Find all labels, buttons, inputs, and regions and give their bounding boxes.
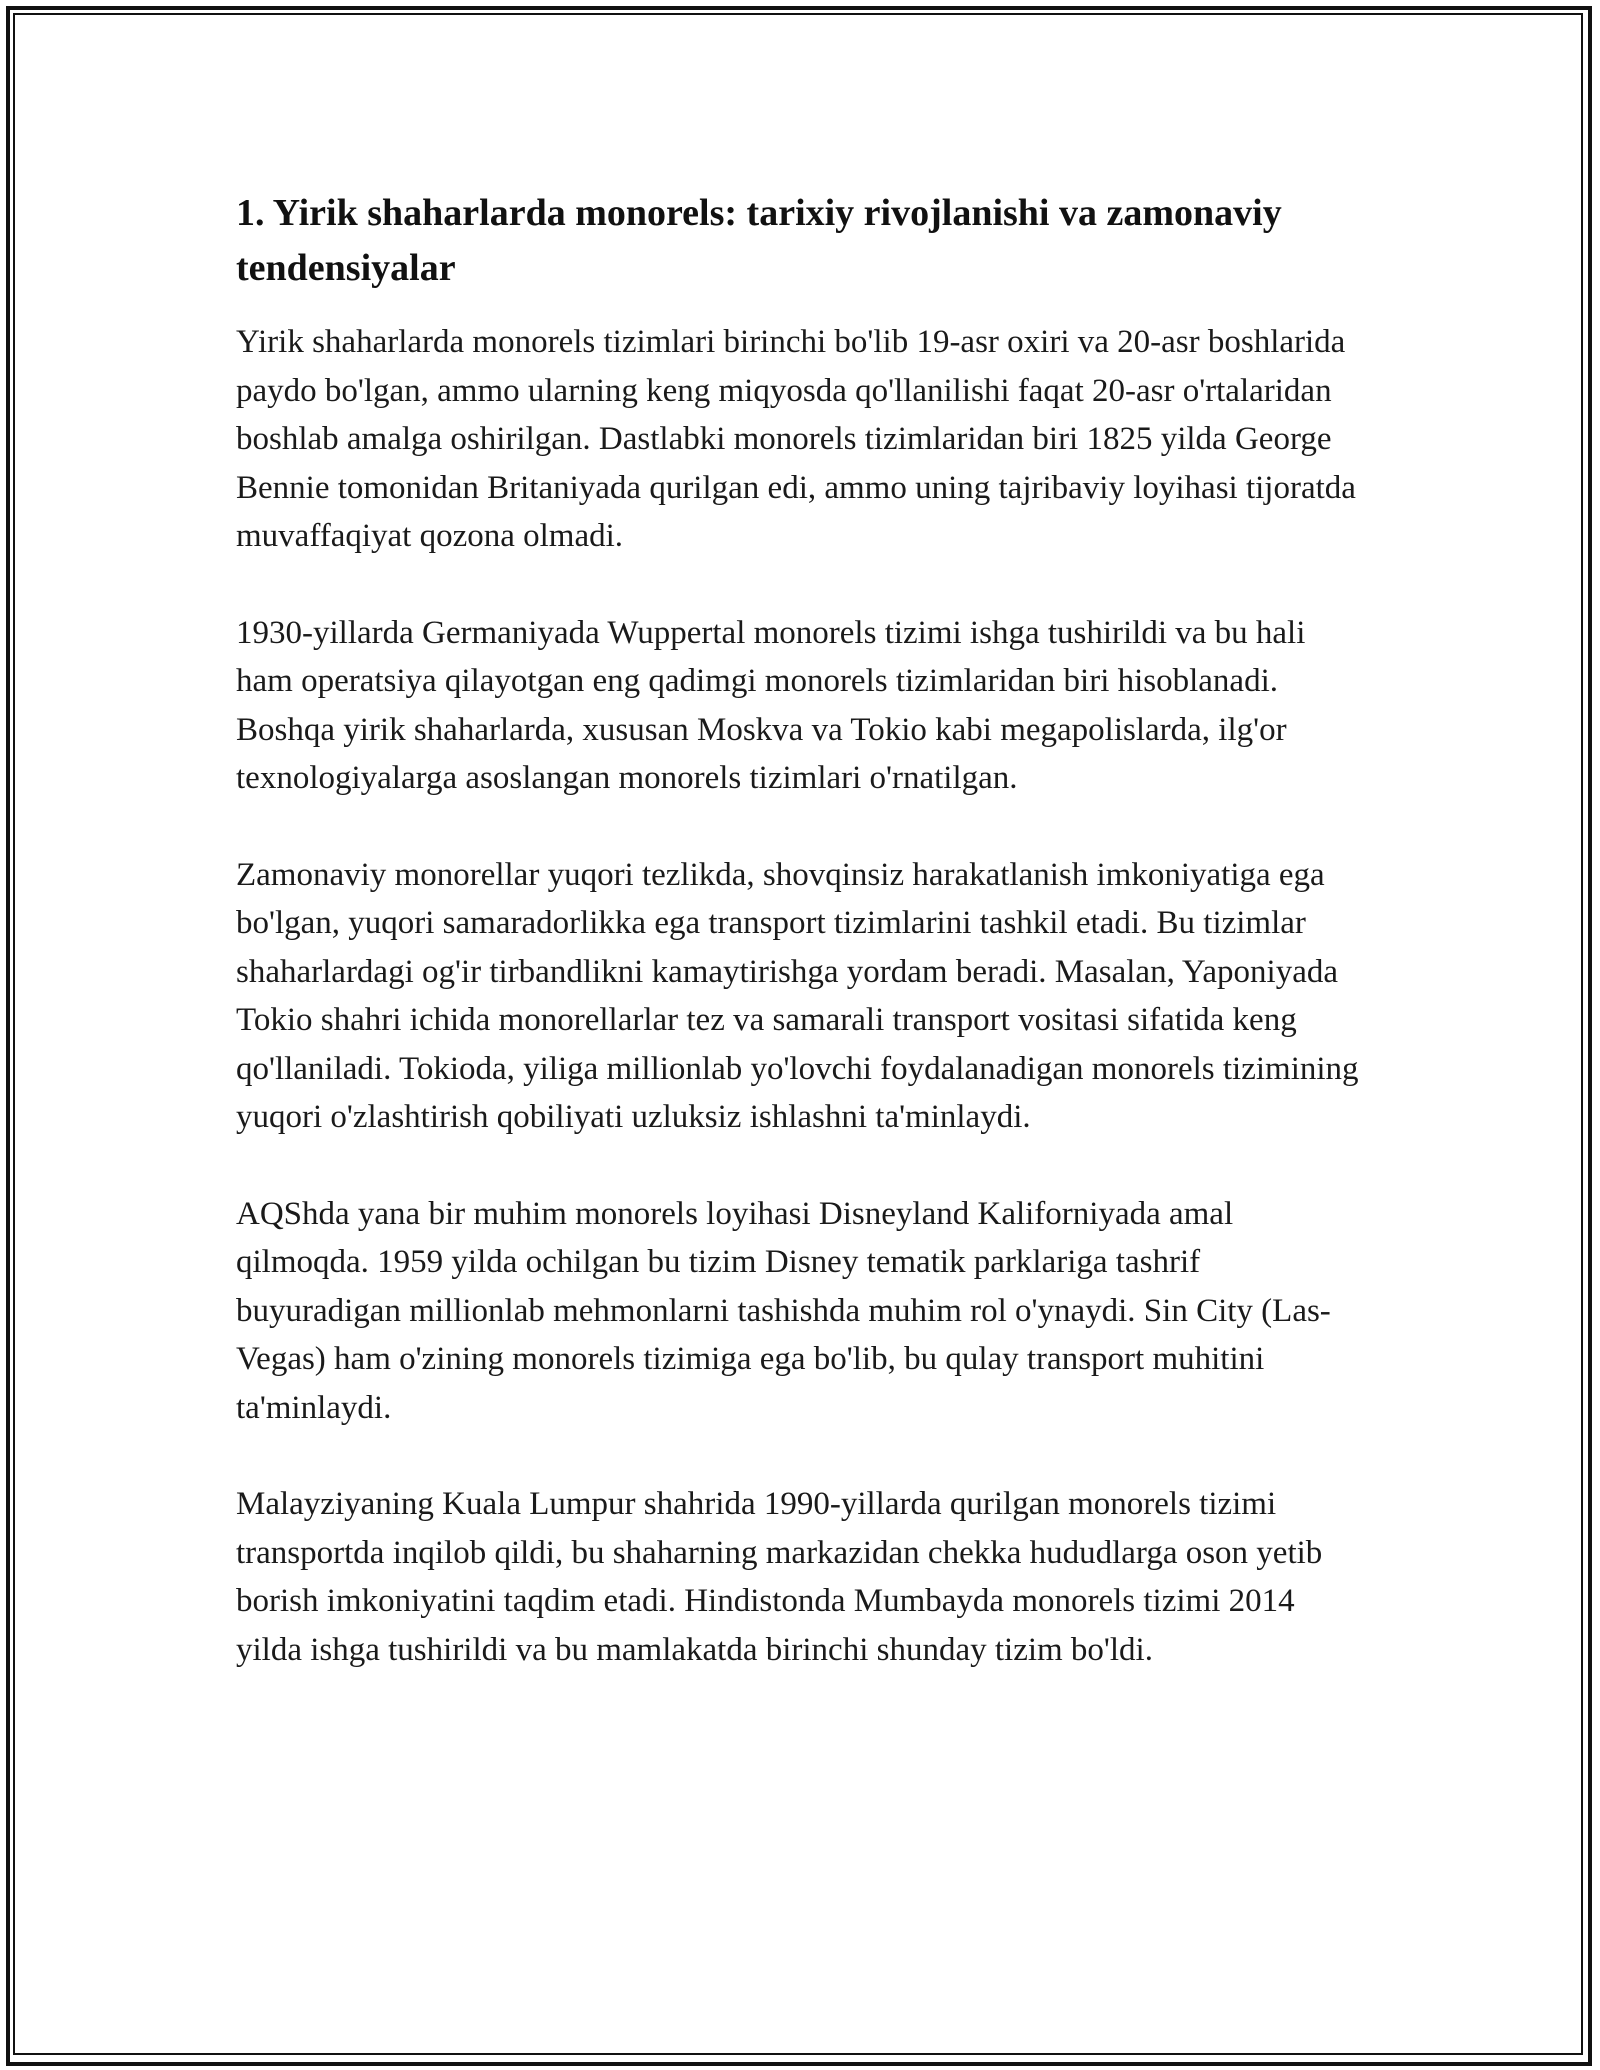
document-title: 1. Yirik shaharlarda monorels: tarixiy rivojlanishi va zamonaviy tendensiyalar <box>236 192 1282 289</box>
paragraph-asia: Malayziyaning Kuala Lumpur shahrida 1990-yillarda qurilgan monorels tizimi transportda inqilob qildi, bu shaharning markazidan chekka hududlarga oson yetib borish imkoniyatini taqdim etadi. Hindistonda Mumbayda monorels tizimi 2014 yilda ishga tushirildi va bu mamlakatda birinchi shunday tizim bo'ldi. <box>236 1486 1323 1668</box>
paragraph-usa: AQShda yana bir muhim monorels loyihasi Disneyland Kaliforniyada amal qilmoqda. 1959 yilda ochilgan bu tizim Disney tematik parklariga tashrif buyuradigan millionlab mehmonlarni tashishda muhim rol o'ynaydi. Sin City (Las-Vegas) ham o'zining monorels tizimiga ega bo'lib, bu qulay transport muhitini ta'minlaydi. <box>236 1195 1331 1426</box>
paragraph-wuppertal: 1930-yillarda Germaniyada Wuppertal monorels tizimi ishga tushirildi va bu hali ham operatsiya qilayotgan eng qadimgi monorels tizimlaridan biri hisoblanadi. Boshqa yirik shaharlarda, xususan Moskva va Tokio kabi megapolislarda, ilg'or texnologiyalarga asoslangan monorels tizimlari o'rnatilgan. <box>236 614 1306 796</box>
paragraph-modern-monorails: Zamonaviy monorellar yuqori tezlikda, shovqinsiz harakatlanish imkoniyatiga ega bo'lgan, yuqori samaradorlikka ega transport tizimlarini tashkil etadi. Bu tizimlar shaharlardagi og'ir tirbandlikni kamaytirishga yordam beradi. Masalan, Yaponiyada Tokio shahri ichida monorellarlar tez va samarali transport vositasi sifatida keng qo'llaniladi. Tokioda, yiliga millionlab yo'lovchi foydalanadigan monorels tizimining yuqori o'zlashtirish qobiliyati uzluksiz ishlashni ta'minlaydi. <box>236 856 1359 1135</box>
document-body <box>236 186 1366 1722</box>
paragraph-history: Yirik shaharlarda monorels tizimlari birinchi bo'lib 19-asr oxiri va 20-asr boshlarida paydo bo'lgan, ammo ularning keng miqyosda qo'llanilishi faqat 20-asr o'rtalaridan boshlab amalga oshirilgan. Dastlabki monorels tizimlaridan biri 1825 yilda George Bennie tomonidan Britaniyada qurilgan edi, ammo uning tajribaviy loyihasi tijoratda muvaffaqiyat qozona olmadi. <box>236 324 1356 554</box>
